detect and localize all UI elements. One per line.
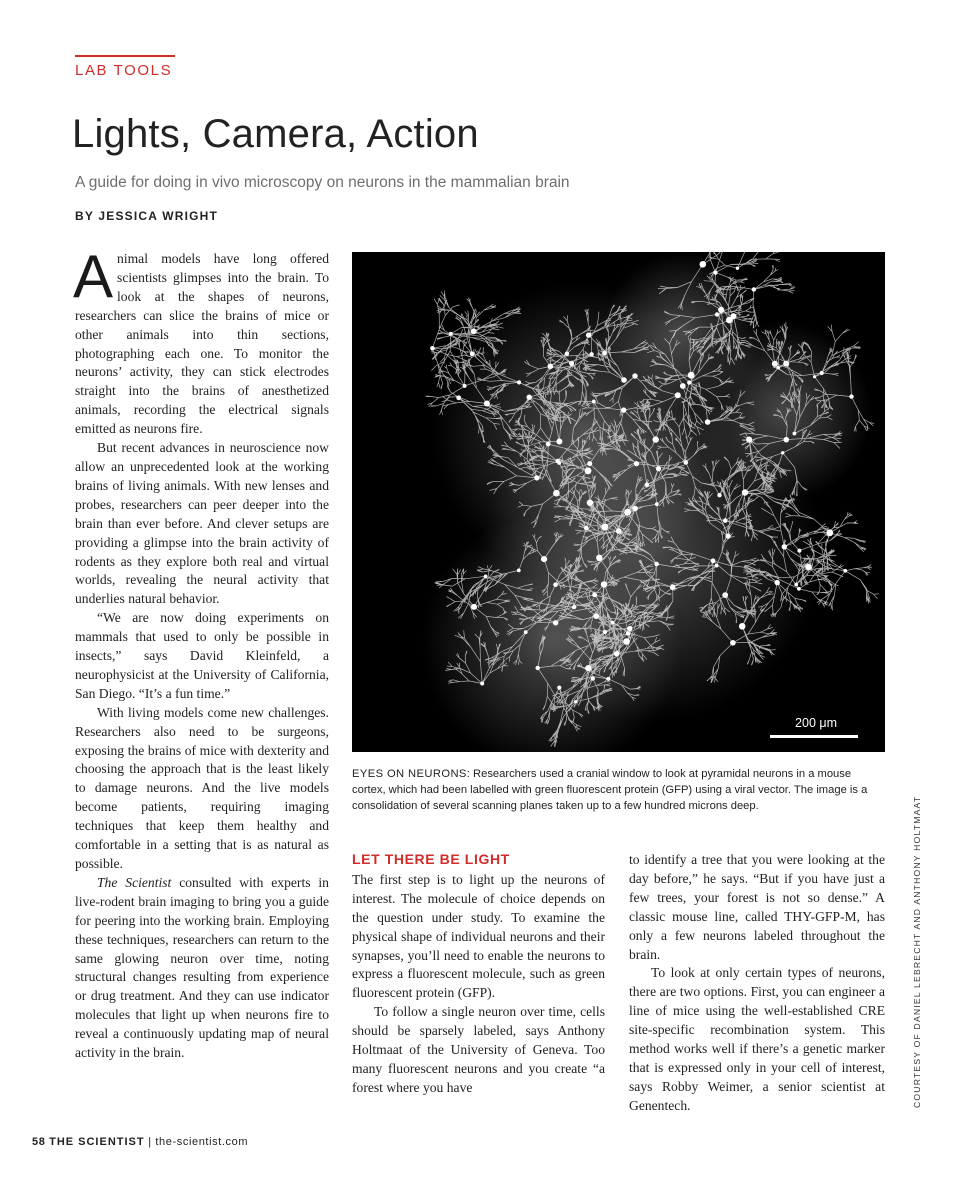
left-column bbox=[73, 243, 329, 1063]
article-title: Lights, Camera, Action bbox=[72, 112, 479, 156]
paragraph-2: But recent advances in neuroscience now allow an unprecedented look at the working brains of living animals. With new lenses and probes, researchers can peer deeper into the brain than ever before. And clever setups are providing a glimpse into the brain activity of rodents as they explore both real and virtual worlds, revealing the neural activity that underlies natural behavior. bbox=[75, 440, 329, 607]
magazine-url: the-scientist.com bbox=[155, 1136, 249, 1148]
photo-credit: COURTESY OF DANIEL LEBRECHT AND ANTHONY HOLTMAAT bbox=[912, 795, 922, 1108]
article-subtitle: A guide for doing in vivo microscopy on neurons in the mammalian brain bbox=[75, 174, 570, 191]
figure-caption bbox=[352, 766, 885, 814]
paragraph-7: To follow a single neuron over time, cells should be sparsely labeled, says Anthony Holtmaat of the University of Geneva. Too many fluorescent neurons and you create “a forest where you have bbox=[352, 1004, 605, 1095]
paragraph-1 bbox=[73, 243, 329, 439]
publication-name: The Scientist bbox=[97, 874, 172, 890]
section-rule bbox=[75, 55, 175, 57]
paragraph-5 bbox=[75, 874, 329, 1063]
page-footer bbox=[32, 1136, 248, 1148]
neuron-micrograph bbox=[352, 252, 885, 752]
paragraph-6: The first step is to light up the neurons of interest. The molecule of choice depends on the question under study. To examine the physical shape of individual neurons and their synapses, you’ll need to enable the neurons to express a fluorescent molecule, such as green fluorescent protein (GFP). bbox=[352, 871, 605, 1001]
paragraph-4: With living models come new challenges. Researchers also need to be surgeons, exposing the brains of mice with dexterity and choosing the approach that is the least likely to damage neurons. And the live models become patients, requiring imaging techniques that keep them healthy and comfortable in a setting that is as natural as possible. bbox=[75, 704, 329, 871]
caption-lead: EYES ON NEURONS bbox=[352, 768, 467, 780]
magazine-name: THE SCIENTIST bbox=[49, 1136, 145, 1148]
caption-text: : Researchers used a cranial window to look at pyramidal neurons in a mouse cortex, which had been labelled with green fluorescent protein (GFP) using a viral vector. The image is a consolidation of several scanning planes taken up to a few hundred microns deep. bbox=[352, 768, 868, 812]
footer-separator: | bbox=[148, 1136, 152, 1148]
right-column bbox=[629, 851, 885, 1116]
byline: BY JESSICA WRIGHT bbox=[75, 209, 219, 223]
section-label: LAB TOOLS bbox=[75, 62, 173, 79]
paragraph-5-text: consulted with experts in live-rodent brain imaging to bring you a guide for peering into the working brain. Employing these techniques, researchers can return to the same glowing neuron over time, noting structural changes resulting from experience or drug treatment. And they can use indicator molecules that light up when neurons fire to reveal a continuously updating map of neural activity in the brain. bbox=[75, 874, 329, 1061]
paragraph-9: To look at only certain types of neurons, there are two options. First, you can engineer a line of mice using the well-established CRE site-specific recombination system. This method works well if there’s a genetic marker that is expressed only in your cell of interest, says Robby Weimer, a senior scientist at Genentech. bbox=[629, 965, 885, 1113]
section-heading: LET THERE BE LIGHT bbox=[352, 851, 510, 867]
scale-bar-label: 200 μm bbox=[795, 716, 837, 730]
middle-column bbox=[352, 850, 605, 1098]
neuron-image bbox=[352, 252, 885, 752]
page-number: 58 bbox=[32, 1136, 46, 1148]
paragraph-3: “We are now doing experiments on mammals that used to only be possible in insects,” says David Kleinfeld, a neurophysicist at the University of California, San Diego. “It’s a fun time.” bbox=[75, 610, 329, 701]
scale-bar bbox=[770, 735, 858, 738]
paragraph-8: to identify a tree that you were looking at the day before,” he says. “But if you have just a few trees, your forest is not so dense.” A classic mouse line, called THY-GFP-M, has only a few neurons labeled throughout the brain. bbox=[629, 852, 885, 962]
drop-cap: A bbox=[73, 243, 114, 310]
paragraph-1-text: nimal models have long offered scientists glimpses into the brain. To look at the shapes of neurons, researchers can slice the brains of mice or other animals into thin sections, photographing each one. To monitor the neurons’ activity, they can stick electrodes straight into the brains of anesthetized animals, recording the electrical signals emitted as neurons fire. bbox=[75, 251, 329, 437]
